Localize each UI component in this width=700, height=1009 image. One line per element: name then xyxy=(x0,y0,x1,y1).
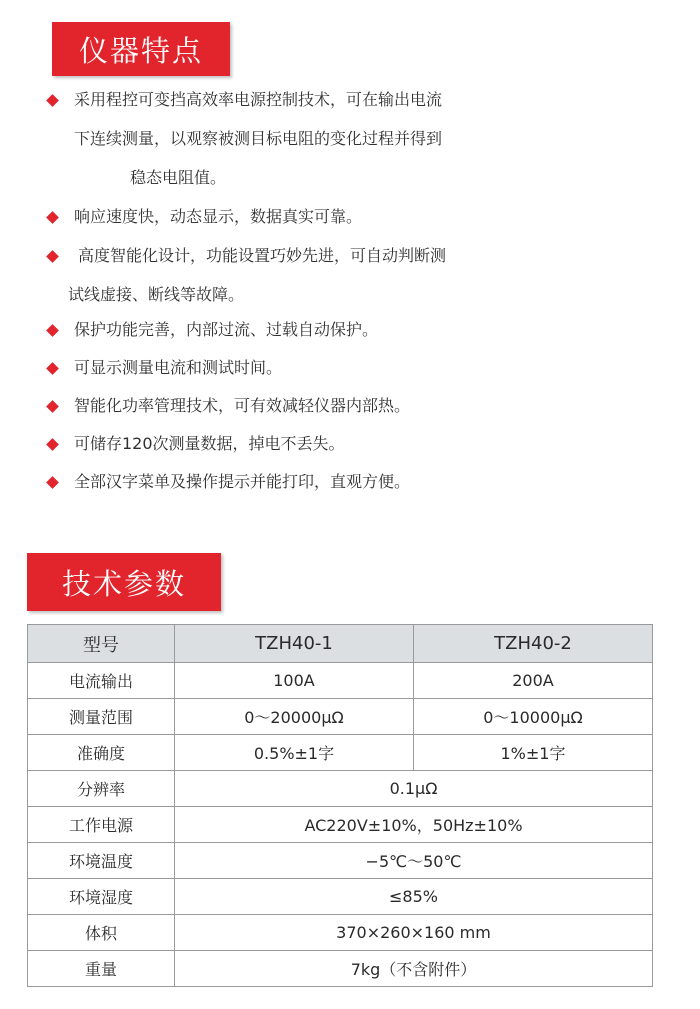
row-value: 370×260×160 mm xyxy=(175,915,653,951)
diamond-bullet-icon xyxy=(46,362,59,375)
table-row xyxy=(28,807,653,843)
feature-line: 响应速度快，动态显示，数据真实可靠。 xyxy=(74,207,363,226)
table-row xyxy=(28,771,653,807)
row-value-model-1: 100A xyxy=(175,663,414,699)
diamond-bullet-icon xyxy=(46,438,59,451)
row-value: ≤85% xyxy=(175,879,653,915)
table-row xyxy=(28,735,653,771)
row-label: 重量 xyxy=(28,951,175,987)
diamond-bullet-icon xyxy=(46,250,59,263)
specs-heading: 技术参数 xyxy=(27,553,221,611)
feature-line: 采用程控可变挡高效率电源控制技术，可在输出电流 xyxy=(74,90,443,109)
feature-line: 可显示测量电流和测试时间。 xyxy=(74,358,283,377)
feature-line: 保护功能完善，内部过流、过载自动保护。 xyxy=(74,320,379,339)
feature-line: 智能化功率管理技术，可有效减轻仪器内部热。 xyxy=(74,396,411,415)
feature-line: 试线虚接、断线等故障。 xyxy=(68,285,245,304)
row-label: 体积 xyxy=(28,915,175,951)
row-value-model-1: 0.5%±1字 xyxy=(175,735,414,771)
header-model-2: TZH40-2 xyxy=(414,625,653,663)
diamond-bullet-icon xyxy=(46,211,59,224)
diamond-bullet-icon xyxy=(46,400,59,413)
row-value: AC220V±10%，50Hz±10% xyxy=(175,807,653,843)
table-row xyxy=(28,843,653,879)
row-label: 电流输出 xyxy=(28,663,175,699)
table-row xyxy=(28,879,653,915)
feature-line: 全部汉字菜单及操作提示并能打印，直观方便。 xyxy=(74,472,411,491)
specs-table xyxy=(27,624,653,987)
row-value: 0.1μΩ xyxy=(175,771,653,807)
row-label: 测量范围 xyxy=(28,699,175,735)
diamond-bullet-icon xyxy=(46,476,59,489)
diamond-bullet-icon xyxy=(46,94,59,107)
row-label: 准确度 xyxy=(28,735,175,771)
row-value-model-2: 200A xyxy=(414,663,653,699)
header-model-1: TZH40-1 xyxy=(175,625,414,663)
row-value-model-2: 1%±1字 xyxy=(414,735,653,771)
table-row xyxy=(28,699,653,735)
row-value: −5℃～50℃ xyxy=(175,843,653,879)
feature-line: 高度智能化设计，功能设置巧妙先进，可自动判断测 xyxy=(78,246,447,265)
table-row xyxy=(28,915,653,951)
table-row xyxy=(28,951,653,987)
row-label: 环境温度 xyxy=(28,843,175,879)
feature-line: 下连续测量，以观察被测目标电阻的变化过程并得到 xyxy=(74,129,443,148)
header-label: 型号 xyxy=(28,625,175,663)
row-label: 环境湿度 xyxy=(28,879,175,915)
row-label: 工作电源 xyxy=(28,807,175,843)
features-heading: 仪器特点 xyxy=(52,22,230,76)
row-label: 分辨率 xyxy=(28,771,175,807)
row-value-model-1: 0～20000μΩ xyxy=(175,699,414,735)
feature-line: 可储存120次测量数据，掉电不丢失。 xyxy=(74,434,345,453)
row-value: 7kg（不含附件） xyxy=(175,951,653,987)
table-header-row xyxy=(28,625,653,663)
feature-line: 稳态电阻值。 xyxy=(130,168,227,187)
diamond-bullet-icon xyxy=(46,324,59,337)
table-row xyxy=(28,663,653,699)
row-value-model-2: 0～10000μΩ xyxy=(414,699,653,735)
